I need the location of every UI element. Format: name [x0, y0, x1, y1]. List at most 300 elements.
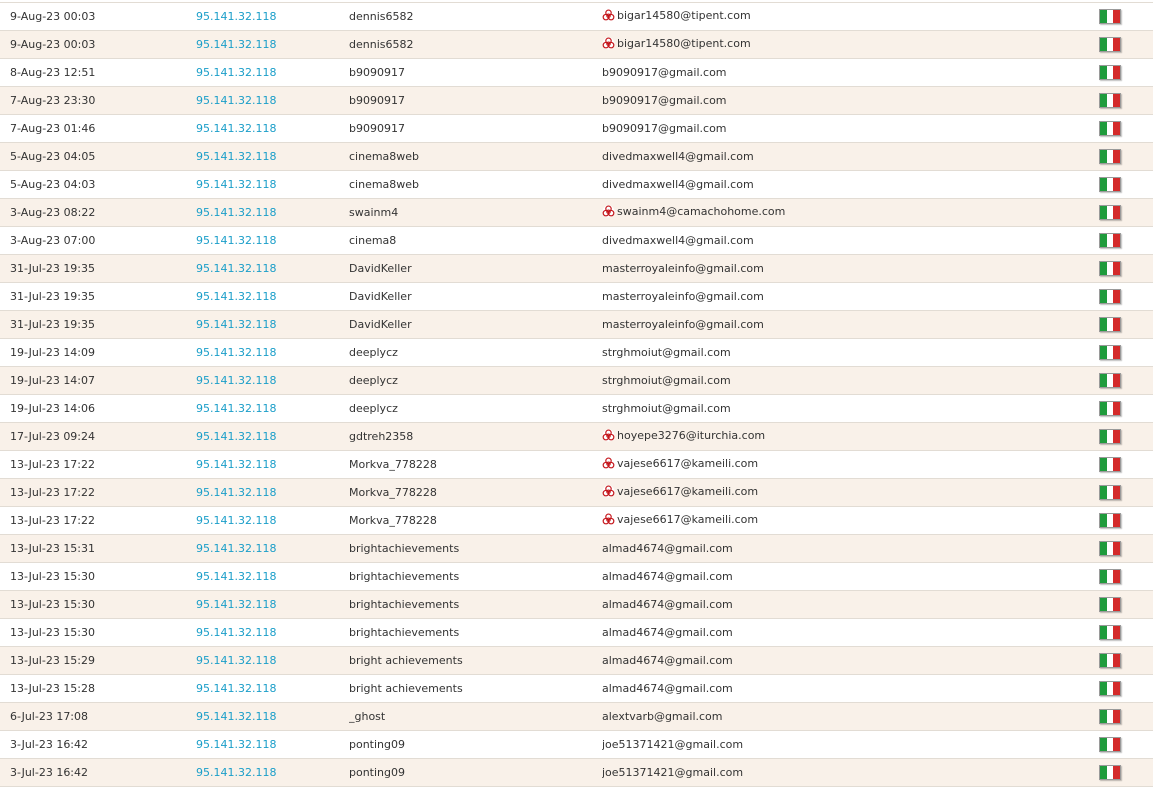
flag-stripe-green	[1100, 318, 1107, 331]
ip-link[interactable]: 95.141.32.118	[196, 374, 277, 387]
flag-stripe-red	[1113, 66, 1120, 79]
username-text: Morkva_778228	[349, 458, 437, 471]
flag-stripe-red	[1113, 766, 1120, 779]
ip-cell	[196, 227, 349, 255]
username-text: brightachievements	[349, 626, 460, 639]
email-cell	[602, 395, 1099, 423]
ip-cell	[196, 87, 349, 115]
ip-link[interactable]: 95.141.32.118	[196, 542, 277, 555]
flag-stripe-white	[1107, 374, 1114, 387]
ip-link[interactable]: 95.141.32.118	[196, 486, 277, 499]
italy-flag-icon	[1099, 401, 1121, 416]
flag-stripe-white	[1107, 710, 1114, 723]
username-text: brightachievements	[349, 598, 460, 611]
username-cell	[349, 731, 602, 759]
ip-link[interactable]: 95.141.32.118	[196, 150, 277, 163]
biohazard-icon	[602, 9, 615, 22]
flag-cell	[1099, 703, 1153, 731]
email-wrap	[602, 234, 754, 247]
ip-link[interactable]: 95.141.32.118	[196, 738, 277, 751]
italy-flag-icon	[1099, 429, 1121, 444]
flag-stripe-red	[1113, 682, 1120, 695]
italy-flag-icon	[1099, 681, 1121, 696]
ip-cell	[196, 367, 349, 395]
date-text: 13-Jul-23 17:22	[10, 486, 96, 499]
flag-cell	[1099, 311, 1153, 339]
email-wrap	[602, 346, 731, 359]
flag-stripe-red	[1113, 598, 1120, 611]
ip-cell	[196, 507, 349, 535]
table-row	[0, 199, 1153, 227]
date-text: 19-Jul-23 14:07	[10, 374, 96, 387]
username-cell	[349, 395, 602, 423]
date-cell	[0, 563, 196, 591]
flag-cell	[1099, 3, 1153, 31]
flag-cell	[1099, 87, 1153, 115]
username-text: dennis6582	[349, 10, 414, 23]
flag-cell	[1099, 423, 1153, 451]
italy-flag-icon	[1099, 457, 1121, 472]
flag-cell	[1099, 31, 1153, 59]
username-cell	[349, 591, 602, 619]
ip-link[interactable]: 95.141.32.118	[196, 654, 277, 667]
flag-stripe-white	[1107, 402, 1114, 415]
username-text: Morkva_778228	[349, 486, 437, 499]
date-text: 3-Jul-23 16:42	[10, 766, 89, 779]
date-text: 6-Jul-23 17:08	[10, 710, 89, 723]
date-cell	[0, 171, 196, 199]
date-cell	[0, 759, 196, 787]
email-text: almad4674@gmail.com	[602, 570, 733, 583]
italy-flag-icon	[1099, 289, 1121, 304]
email-cell	[602, 703, 1099, 731]
flag-stripe-white	[1107, 122, 1114, 135]
flag-stripe-green	[1100, 374, 1107, 387]
email-text: almad4674@gmail.com	[602, 542, 733, 555]
flag-stripe-green	[1100, 178, 1107, 191]
date-text: 13-Jul-23 17:22	[10, 514, 96, 527]
ip-link[interactable]: 95.141.32.118	[196, 318, 277, 331]
flag-stripe-red	[1113, 514, 1120, 527]
flag-stripe-red	[1113, 402, 1120, 415]
ip-cell	[196, 59, 349, 87]
username-cell	[349, 759, 602, 787]
email-text: strghmoiut@gmail.com	[602, 346, 731, 359]
date-cell	[0, 479, 196, 507]
ip-cell	[196, 479, 349, 507]
username-text: dennis6582	[349, 38, 414, 51]
table-row	[0, 591, 1153, 619]
username-cell	[349, 703, 602, 731]
ip-cell	[196, 759, 349, 787]
email-text: almad4674@gmail.com	[602, 598, 733, 611]
email-text: vajese6617@kameili.com	[617, 484, 759, 498]
email-wrap	[602, 710, 723, 723]
date-cell	[0, 451, 196, 479]
date-cell	[0, 3, 196, 31]
table-row	[0, 535, 1153, 563]
italy-flag-icon	[1099, 65, 1121, 80]
username-text: _ghost	[349, 710, 386, 723]
ip-cell	[196, 703, 349, 731]
date-cell	[0, 311, 196, 339]
flag-stripe-green	[1100, 262, 1107, 275]
email-text: vajese6617@kameili.com	[617, 456, 759, 470]
email-cell	[602, 563, 1099, 591]
ip-link[interactable]: 95.141.32.118	[196, 94, 277, 107]
flag-cell	[1099, 59, 1153, 87]
biohazard-icon	[602, 485, 615, 498]
table-row	[0, 563, 1153, 591]
flag-stripe-white	[1107, 542, 1114, 555]
email-wrap	[602, 262, 764, 275]
ip-cell	[196, 451, 349, 479]
flag-stripe-red	[1113, 430, 1120, 443]
flag-stripe-green	[1100, 150, 1107, 163]
italy-flag-icon	[1099, 625, 1121, 640]
username-text: cinema8web	[349, 178, 420, 191]
email-cell	[602, 451, 1099, 479]
flag-stripe-green	[1100, 10, 1107, 23]
table-row	[0, 647, 1153, 675]
email-text: strghmoiut@gmail.com	[602, 374, 731, 387]
italy-flag-icon	[1099, 597, 1121, 612]
email-text: almad4674@gmail.com	[602, 654, 733, 667]
flag-stripe-red	[1113, 346, 1120, 359]
username-cell	[349, 507, 602, 535]
email-cell	[602, 619, 1099, 647]
flag-stripe-white	[1107, 206, 1114, 219]
username-text: swainm4	[349, 206, 399, 219]
email-text: divedmaxwell4@gmail.com	[602, 234, 754, 247]
flag-stripe-green	[1100, 486, 1107, 499]
email-wrap	[602, 485, 758, 498]
email-cell	[602, 87, 1099, 115]
flag-stripe-white	[1107, 10, 1114, 23]
email-wrap	[602, 654, 733, 667]
flag-stripe-white	[1107, 430, 1114, 443]
flag-cell	[1099, 283, 1153, 311]
flag-cell	[1099, 563, 1153, 591]
email-wrap	[602, 513, 758, 526]
flag-stripe-green	[1100, 738, 1107, 751]
date-text: 8-Aug-23 12:51	[10, 66, 96, 79]
email-text: masterroyaleinfo@gmail.com	[602, 290, 764, 303]
table-row	[0, 731, 1153, 759]
date-cell	[0, 647, 196, 675]
ip-cell	[196, 619, 349, 647]
flag-stripe-red	[1113, 150, 1120, 163]
username-cell	[349, 367, 602, 395]
flag-stripe-green	[1100, 514, 1107, 527]
email-wrap	[602, 766, 743, 779]
ip-link[interactable]: 95.141.32.118	[196, 234, 277, 247]
date-text: 9-Aug-23 00:03	[10, 38, 96, 51]
email-wrap	[602, 682, 733, 695]
date-cell	[0, 675, 196, 703]
flag-stripe-red	[1113, 234, 1120, 247]
flag-cell	[1099, 339, 1153, 367]
email-cell	[602, 227, 1099, 255]
table-row	[0, 3, 1153, 31]
username-cell	[349, 59, 602, 87]
ip-link[interactable]: 95.141.32.118	[196, 430, 277, 443]
username-text: deeplycz	[349, 402, 398, 415]
email-cell	[602, 591, 1099, 619]
email-wrap	[602, 94, 727, 107]
italy-flag-icon	[1099, 37, 1121, 52]
flag-stripe-red	[1113, 262, 1120, 275]
ip-link[interactable]: 95.141.32.118	[196, 122, 277, 135]
italy-flag-icon	[1099, 373, 1121, 388]
email-wrap	[602, 178, 754, 191]
username-text: DavidKeller	[349, 290, 412, 303]
flag-stripe-green	[1100, 542, 1107, 555]
email-wrap	[602, 402, 731, 415]
flag-stripe-green	[1100, 346, 1107, 359]
ip-cell	[196, 563, 349, 591]
email-text: bigar14580@tipent.com	[617, 36, 751, 50]
username-cell	[349, 675, 602, 703]
table-row	[0, 423, 1153, 451]
flag-stripe-red	[1113, 710, 1120, 723]
ip-link[interactable]: 95.141.32.118	[196, 458, 277, 471]
table-row	[0, 115, 1153, 143]
flag-stripe-green	[1100, 38, 1107, 51]
email-text: b9090917@gmail.com	[602, 66, 727, 79]
email-text: divedmaxwell4@gmail.com	[602, 150, 754, 163]
username-text: ponting09	[349, 766, 406, 779]
username-cell	[349, 3, 602, 31]
date-cell	[0, 283, 196, 311]
italy-flag-icon	[1099, 121, 1121, 136]
date-text: 19-Jul-23 14:06	[10, 402, 96, 415]
flag-cell	[1099, 199, 1153, 227]
username-cell	[349, 619, 602, 647]
flag-stripe-white	[1107, 486, 1114, 499]
email-text: hoyepe3276@iturchia.com	[617, 428, 766, 442]
email-text: joe51371421@gmail.com	[602, 738, 744, 751]
italy-flag-icon	[1099, 541, 1121, 556]
italy-flag-icon	[1099, 9, 1121, 24]
ip-link[interactable]: 95.141.32.118	[196, 290, 277, 303]
flag-stripe-green	[1100, 66, 1107, 79]
ip-link[interactable]: 95.141.32.118	[196, 66, 277, 79]
registration-log-table	[0, 2, 1153, 787]
italy-flag-icon	[1099, 485, 1121, 500]
ip-cell	[196, 199, 349, 227]
italy-flag-icon	[1099, 205, 1121, 220]
date-text: 7-Aug-23 01:46	[10, 122, 96, 135]
email-cell	[602, 255, 1099, 283]
email-text: bigar14580@tipent.com	[617, 8, 751, 22]
table-row	[0, 171, 1153, 199]
flag-stripe-red	[1113, 486, 1120, 499]
date-cell	[0, 395, 196, 423]
italy-flag-icon	[1099, 261, 1121, 276]
italy-flag-icon	[1099, 653, 1121, 668]
username-text: b9090917	[349, 66, 405, 79]
ip-link[interactable]: 95.141.32.118	[196, 514, 277, 527]
italy-flag-icon	[1099, 317, 1121, 332]
table-row	[0, 507, 1153, 535]
italy-flag-icon	[1099, 93, 1121, 108]
flag-cell	[1099, 675, 1153, 703]
ip-link[interactable]: 95.141.32.118	[196, 346, 277, 359]
ip-cell	[196, 3, 349, 31]
date-cell	[0, 87, 196, 115]
username-cell	[349, 563, 602, 591]
table-row	[0, 395, 1153, 423]
flag-cell	[1099, 619, 1153, 647]
email-wrap	[602, 374, 731, 387]
flag-stripe-green	[1100, 206, 1107, 219]
flag-stripe-red	[1113, 570, 1120, 583]
email-cell	[602, 675, 1099, 703]
date-text: 19-Jul-23 14:09	[10, 346, 96, 359]
username-cell	[349, 143, 602, 171]
email-text: b9090917@gmail.com	[602, 94, 727, 107]
ip-link[interactable]: 95.141.32.118	[196, 10, 277, 23]
flag-stripe-green	[1100, 654, 1107, 667]
username-cell	[349, 115, 602, 143]
table-row	[0, 619, 1153, 647]
username-cell	[349, 535, 602, 563]
date-text: 7-Aug-23 23:30	[10, 94, 96, 107]
ip-link[interactable]: 95.141.32.118	[196, 710, 277, 723]
flag-stripe-green	[1100, 570, 1107, 583]
date-cell	[0, 423, 196, 451]
flag-stripe-red	[1113, 290, 1120, 303]
flag-cell	[1099, 647, 1153, 675]
date-cell	[0, 143, 196, 171]
email-wrap	[602, 318, 764, 331]
date-text: 3-Aug-23 08:22	[10, 206, 96, 219]
ip-cell	[196, 591, 349, 619]
email-cell	[602, 731, 1099, 759]
italy-flag-icon	[1099, 569, 1121, 584]
username-text: ponting09	[349, 738, 406, 751]
email-cell	[602, 339, 1099, 367]
ip-link[interactable]: 95.141.32.118	[196, 38, 277, 51]
date-cell	[0, 535, 196, 563]
biohazard-icon	[602, 205, 615, 218]
flag-stripe-white	[1107, 598, 1114, 611]
ip-cell	[196, 647, 349, 675]
flag-stripe-white	[1107, 738, 1114, 751]
date-text: 5-Aug-23 04:05	[10, 150, 96, 163]
username-cell	[349, 283, 602, 311]
email-wrap	[602, 738, 743, 751]
ip-cell	[196, 255, 349, 283]
flag-stripe-green	[1100, 766, 1107, 779]
table-row	[0, 59, 1153, 87]
ip-link[interactable]: 95.141.32.118	[196, 262, 277, 275]
flag-stripe-red	[1113, 38, 1120, 51]
date-cell	[0, 591, 196, 619]
table-row	[0, 759, 1153, 787]
username-text: deeplycz	[349, 374, 398, 387]
ip-link[interactable]: 95.141.32.118	[196, 626, 277, 639]
flag-cell	[1099, 227, 1153, 255]
flag-cell	[1099, 367, 1153, 395]
email-wrap	[602, 457, 758, 470]
username-text: gdtreh2358	[349, 430, 414, 443]
flag-stripe-green	[1100, 626, 1107, 639]
table-row	[0, 479, 1153, 507]
italy-flag-icon	[1099, 177, 1121, 192]
flag-stripe-red	[1113, 318, 1120, 331]
ip-cell	[196, 395, 349, 423]
flag-stripe-white	[1107, 626, 1114, 639]
username-cell	[349, 87, 602, 115]
ip-link[interactable]: 95.141.32.118	[196, 766, 277, 779]
flag-stripe-green	[1100, 458, 1107, 471]
email-cell	[602, 759, 1099, 787]
ip-link[interactable]: 95.141.32.118	[196, 570, 277, 583]
table-row	[0, 675, 1153, 703]
username-text: deeplycz	[349, 346, 398, 359]
date-cell	[0, 255, 196, 283]
flag-stripe-white	[1107, 318, 1114, 331]
flag-cell	[1099, 479, 1153, 507]
date-text: 13-Jul-23 15:30	[10, 570, 96, 583]
username-text: cinema8	[349, 234, 397, 247]
table-row	[0, 339, 1153, 367]
email-wrap	[602, 37, 751, 50]
table-row	[0, 87, 1153, 115]
flag-cell	[1099, 451, 1153, 479]
ip-link[interactable]: 95.141.32.118	[196, 402, 277, 415]
date-cell	[0, 59, 196, 87]
flag-stripe-green	[1100, 430, 1107, 443]
username-text: cinema8web	[349, 150, 420, 163]
email-text: masterroyaleinfo@gmail.com	[602, 318, 764, 331]
email-text: vajese6617@kameili.com	[617, 512, 759, 526]
ip-link[interactable]: 95.141.32.118	[196, 598, 277, 611]
username-cell	[349, 451, 602, 479]
email-text: almad4674@gmail.com	[602, 682, 733, 695]
username-cell	[349, 31, 602, 59]
ip-link[interactable]: 95.141.32.118	[196, 178, 277, 191]
username-text: b9090917	[349, 94, 405, 107]
username-text: DavidKeller	[349, 262, 412, 275]
flag-stripe-white	[1107, 178, 1114, 191]
date-cell	[0, 31, 196, 59]
date-text: 31-Jul-23 19:35	[10, 262, 96, 275]
flag-stripe-white	[1107, 346, 1114, 359]
flag-stripe-red	[1113, 94, 1120, 107]
ip-link[interactable]: 95.141.32.118	[196, 682, 277, 695]
flag-stripe-red	[1113, 654, 1120, 667]
ip-link[interactable]: 95.141.32.118	[196, 206, 277, 219]
italy-flag-icon	[1099, 765, 1121, 780]
flag-stripe-white	[1107, 94, 1114, 107]
biohazard-icon	[602, 429, 615, 442]
email-text: strghmoiut@gmail.com	[602, 402, 731, 415]
flag-stripe-green	[1100, 122, 1107, 135]
username-cell	[349, 479, 602, 507]
table-row	[0, 255, 1153, 283]
flag-stripe-red	[1113, 738, 1120, 751]
email-wrap	[602, 429, 765, 442]
email-cell	[602, 115, 1099, 143]
flag-stripe-white	[1107, 654, 1114, 667]
email-cell	[602, 647, 1099, 675]
italy-flag-icon	[1099, 149, 1121, 164]
email-cell	[602, 171, 1099, 199]
flag-cell	[1099, 171, 1153, 199]
